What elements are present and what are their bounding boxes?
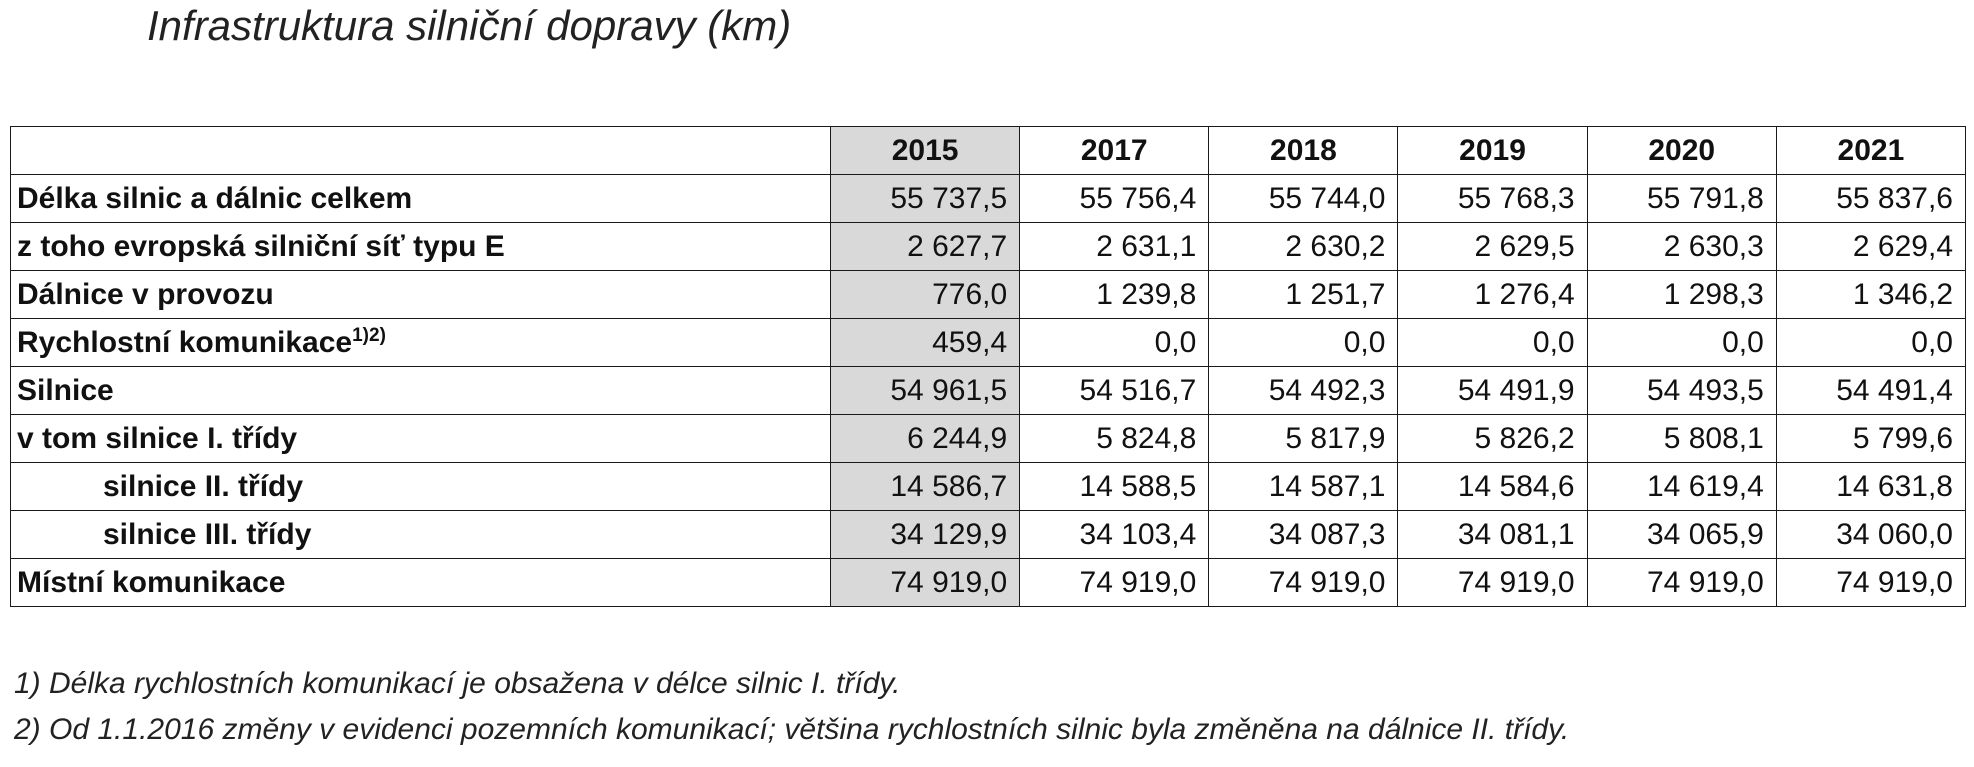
- value-cell-2019: 0,0: [1398, 319, 1587, 367]
- header-year-2020: 2020: [1587, 127, 1776, 175]
- value-cell-2019: 74 919,0: [1398, 559, 1587, 607]
- header-year-2019: 2019: [1398, 127, 1587, 175]
- value-cell-2015: 14 586,7: [831, 463, 1020, 511]
- value-cell-2017: 5 824,8: [1020, 415, 1209, 463]
- value-cell-2017: 54 516,7: [1020, 367, 1209, 415]
- row-label: [11, 367, 831, 415]
- road-infrastructure-table: [10, 126, 1966, 607]
- value-cell-2018: 74 919,0: [1209, 559, 1398, 607]
- table-row: [11, 223, 1966, 271]
- row-label-text: Dálnice v provozu: [17, 277, 274, 311]
- value-cell-2018: 55 744,0: [1209, 175, 1398, 223]
- header-year-2018: 2018: [1209, 127, 1398, 175]
- footnote-2: 2) Od 1.1.2016 změny v evidenci pozemních komunikací; většina rychlostních silnic byla změněna na dálnice II. třídy.: [14, 713, 1570, 746]
- value-cell-2018: 54 492,3: [1209, 367, 1398, 415]
- value-cell-2019: 54 491,9: [1398, 367, 1587, 415]
- value-cell-2021: 55 837,6: [1776, 175, 1965, 223]
- value-cell-2015: 776,0: [831, 271, 1020, 319]
- value-cell-2018: 2 630,2: [1209, 223, 1398, 271]
- row-label-text: Silnice: [17, 373, 114, 407]
- value-cell-2015: 55 737,5: [831, 175, 1020, 223]
- value-cell-2019: 5 826,2: [1398, 415, 1587, 463]
- value-cell-2017: 0,0: [1020, 319, 1209, 367]
- table-body: [11, 175, 1966, 607]
- value-cell-2021: 14 631,8: [1776, 463, 1965, 511]
- header-year-2015: 2015: [831, 127, 1020, 175]
- value-cell-2019: 34 081,1: [1398, 511, 1587, 559]
- row-label: [11, 511, 831, 559]
- value-cell-2019: 55 768,3: [1398, 175, 1587, 223]
- value-cell-2017: 55 756,4: [1020, 175, 1209, 223]
- row-label-text: Místní komunikace: [17, 565, 286, 599]
- header-label-cell: [11, 127, 831, 175]
- value-cell-2021: 5 799,6: [1776, 415, 1965, 463]
- table-row: [11, 175, 1966, 223]
- header-year-2017: 2017: [1020, 127, 1209, 175]
- value-cell-2020: 74 919,0: [1587, 559, 1776, 607]
- value-cell-2021: 34 060,0: [1776, 511, 1965, 559]
- row-label: [11, 175, 831, 223]
- value-cell-2018: 5 817,9: [1209, 415, 1398, 463]
- value-cell-2017: 1 239,8: [1020, 271, 1209, 319]
- value-cell-2018: 34 087,3: [1209, 511, 1398, 559]
- row-label: [11, 559, 831, 607]
- value-cell-2021: 0,0: [1776, 319, 1965, 367]
- row-label: [11, 223, 831, 271]
- table-row: [11, 271, 1966, 319]
- row-label-text: z toho evropská silniční síť typu E: [17, 229, 505, 263]
- value-cell-2017: 34 103,4: [1020, 511, 1209, 559]
- row-label: [11, 415, 831, 463]
- table-row: [11, 319, 1966, 367]
- value-cell-2021: 74 919,0: [1776, 559, 1965, 607]
- value-cell-2020: 34 065,9: [1587, 511, 1776, 559]
- row-label-text: Rychlostní komunikace: [17, 325, 353, 359]
- row-label: [11, 271, 831, 319]
- value-cell-2015: 34 129,9: [831, 511, 1020, 559]
- value-cell-2020: 1 298,3: [1587, 271, 1776, 319]
- footnote-1: 1) Délka rychlostních komunikací je obsažena v délce silnic I. třídy.: [14, 667, 901, 700]
- value-cell-2020: 14 619,4: [1587, 463, 1776, 511]
- value-cell-2021: 1 346,2: [1776, 271, 1965, 319]
- value-cell-2015: 74 919,0: [831, 559, 1020, 607]
- value-cell-2020: 55 791,8: [1587, 175, 1776, 223]
- value-cell-2020: 2 630,3: [1587, 223, 1776, 271]
- table-row: [11, 415, 1966, 463]
- value-cell-2018: 14 587,1: [1209, 463, 1398, 511]
- value-cell-2018: 0,0: [1209, 319, 1398, 367]
- value-cell-2015: 2 627,7: [831, 223, 1020, 271]
- footnote-reference: 1)2): [352, 324, 386, 346]
- value-cell-2015: 459,4: [831, 319, 1020, 367]
- value-cell-2015: 54 961,5: [831, 367, 1020, 415]
- value-cell-2019: 2 629,5: [1398, 223, 1587, 271]
- row-label-text: silnice II. třídy: [103, 469, 304, 503]
- table-row: [11, 367, 1966, 415]
- row-label-text: silnice III. třídy: [103, 517, 312, 551]
- value-cell-2020: 54 493,5: [1587, 367, 1776, 415]
- value-cell-2017: 2 631,1: [1020, 223, 1209, 271]
- value-cell-2018: 1 251,7: [1209, 271, 1398, 319]
- row-label-text: v tom silnice I. třídy: [17, 421, 298, 455]
- table-row: [11, 511, 1966, 559]
- table-header-row: [11, 127, 1966, 175]
- table-row: [11, 559, 1966, 607]
- value-cell-2021: 2 629,4: [1776, 223, 1965, 271]
- value-cell-2017: 14 588,5: [1020, 463, 1209, 511]
- table-row: [11, 463, 1966, 511]
- value-cell-2019: 1 276,4: [1398, 271, 1587, 319]
- row-label: [11, 319, 831, 367]
- value-cell-2021: 54 491,4: [1776, 367, 1965, 415]
- value-cell-2020: 5 808,1: [1587, 415, 1776, 463]
- row-label-text: Délka silnic a dálnic celkem: [17, 181, 413, 215]
- row-label: [11, 463, 831, 511]
- value-cell-2019: 14 584,6: [1398, 463, 1587, 511]
- value-cell-2017: 74 919,0: [1020, 559, 1209, 607]
- header-year-2021: 2021: [1776, 127, 1965, 175]
- value-cell-2020: 0,0: [1587, 319, 1776, 367]
- value-cell-2015: 6 244,9: [831, 415, 1020, 463]
- page-title: Infrastruktura silniční dopravy (km): [147, 2, 792, 49]
